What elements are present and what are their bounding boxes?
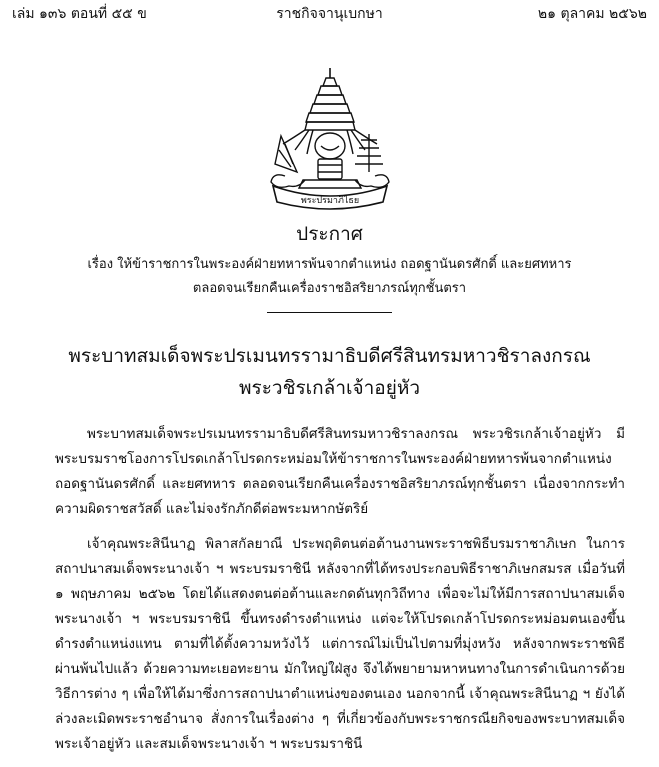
emblem-ribbon-text: พระปรมาภิไธย — [300, 196, 360, 206]
subject-line-2: ตลอดจนเรียกคืนเครื่องราชอิสริยาภรณ์ทุกชั้นตรา — [192, 281, 467, 296]
volume-number: เล่ม ๑๓๖ ตอนที่ ๕๕ ข — [12, 6, 147, 22]
title-divider — [267, 312, 392, 313]
king-title-block — [0, 340, 659, 404]
announcement-body — [55, 422, 625, 767]
publication-date: ๒๑ ตุลาคม ๒๕๖๒ — [537, 6, 647, 22]
body-paragraph-1: พระบาทสมเด็จพระปรเมนทรรามาธิบดีศรีสินทรมหาวชิราลงกรณ พระวชิรเกล้าเจ้าอยู่หัว มีพระบรมราชโองการโปรดเกล้าโปรดกระหม่อมให้ข้าราชการในพระองค์ฝ่ายทหารพ้นจากตำแหน่ง ถอดฐานันดรศักดิ์ และยศทหาร ตลอดจนเรียกคืนเครื่องราชอิสริยาภรณ์ทุกชั้นตรา เนื่องจากกระทำความผิดราชสวัสดิ์ และไม่จงรักภักดีต่อพระมหากษัตริย์ — [55, 426, 625, 517]
garuda-emblem-icon — [255, 64, 405, 214]
king-name-line-1: พระบาทสมเด็จพระปรเมนทรรามาธิบดีศรีสินทรมหาวชิราลงกรณ — [68, 345, 591, 367]
announcement-title: ประกาศ — [296, 223, 363, 245]
gazette-header — [0, 4, 659, 26]
announcement-subject — [0, 253, 659, 301]
king-name-line-2: พระวชิรเกล้าเจ้าอยู่หัว — [238, 377, 421, 399]
body-paragraph-2: เจ้าคุณพระสินีนาฏ พิลาสกัลยาณี ประพฤติตนต่อต้านงานพระราชพิธีบรมราชาภิเษก ในการสถาปนาสมเด็จพระนางเจ้า ฯ พระบรมราชินี หลังจากที่ได้ทรงประกอบพิธีราชาภิเษกสมรส เมื่อวันที่ ๑ พฤษภาคม ๒๕๖๒ โดยได้แสดงตนต่อต้านและกดดันทุกวิถีทาง เพื่อจะไม่ให้มีการสถาปนาสมเด็จพระนางเจ้า ฯ พระบรมราชินี ขึ้นทรงดำรงตำแหน่ง แต่จะให้โปรดเกล้าโปรดกระหม่อมตนเองขึ้นดำรงตำแหน่งแทน ตามที่ได้ตั้งความหวังไว้ แต่การณ์ไม่เป็นไปตามที่มุ่งหวัง หลังจากพระราชพิธีผ่านพ้นไปแล้ว ด้วยความทะเยอทะยาน มักใหญ่ใฝ่สูง จึงได้พยายามหาหนทางในการดำเนินการด้วยวิธีการต่าง ๆ เพื่อให้ได้มาซึ่งการสถาปนาตำแหน่งของตนเอง นอกจากนี้ เจ้าคุณพระสินีนาฏ ฯ ยังได้ล่วงละเมิดพระราชอำนาจ สั่งการในเรื่องต่าง ๆ ที่เกี่ยวข้องกับพระราชกรณียกิจของพระบาทสมเด็จพระเจ้าอยู่หัว และสมเด็จพระนางเจ้า ฯ พระบรมราชินี — [55, 536, 625, 752]
gazette-name: ราชกิจจานุเบกษา — [276, 6, 383, 22]
subject-line-1: เรื่อง ให้ข้าราชการในพระองค์ฝ่ายทหารพ้นจากตำแหน่ง ถอดฐานันดรศักดิ์ และยศทหาร — [87, 257, 572, 272]
